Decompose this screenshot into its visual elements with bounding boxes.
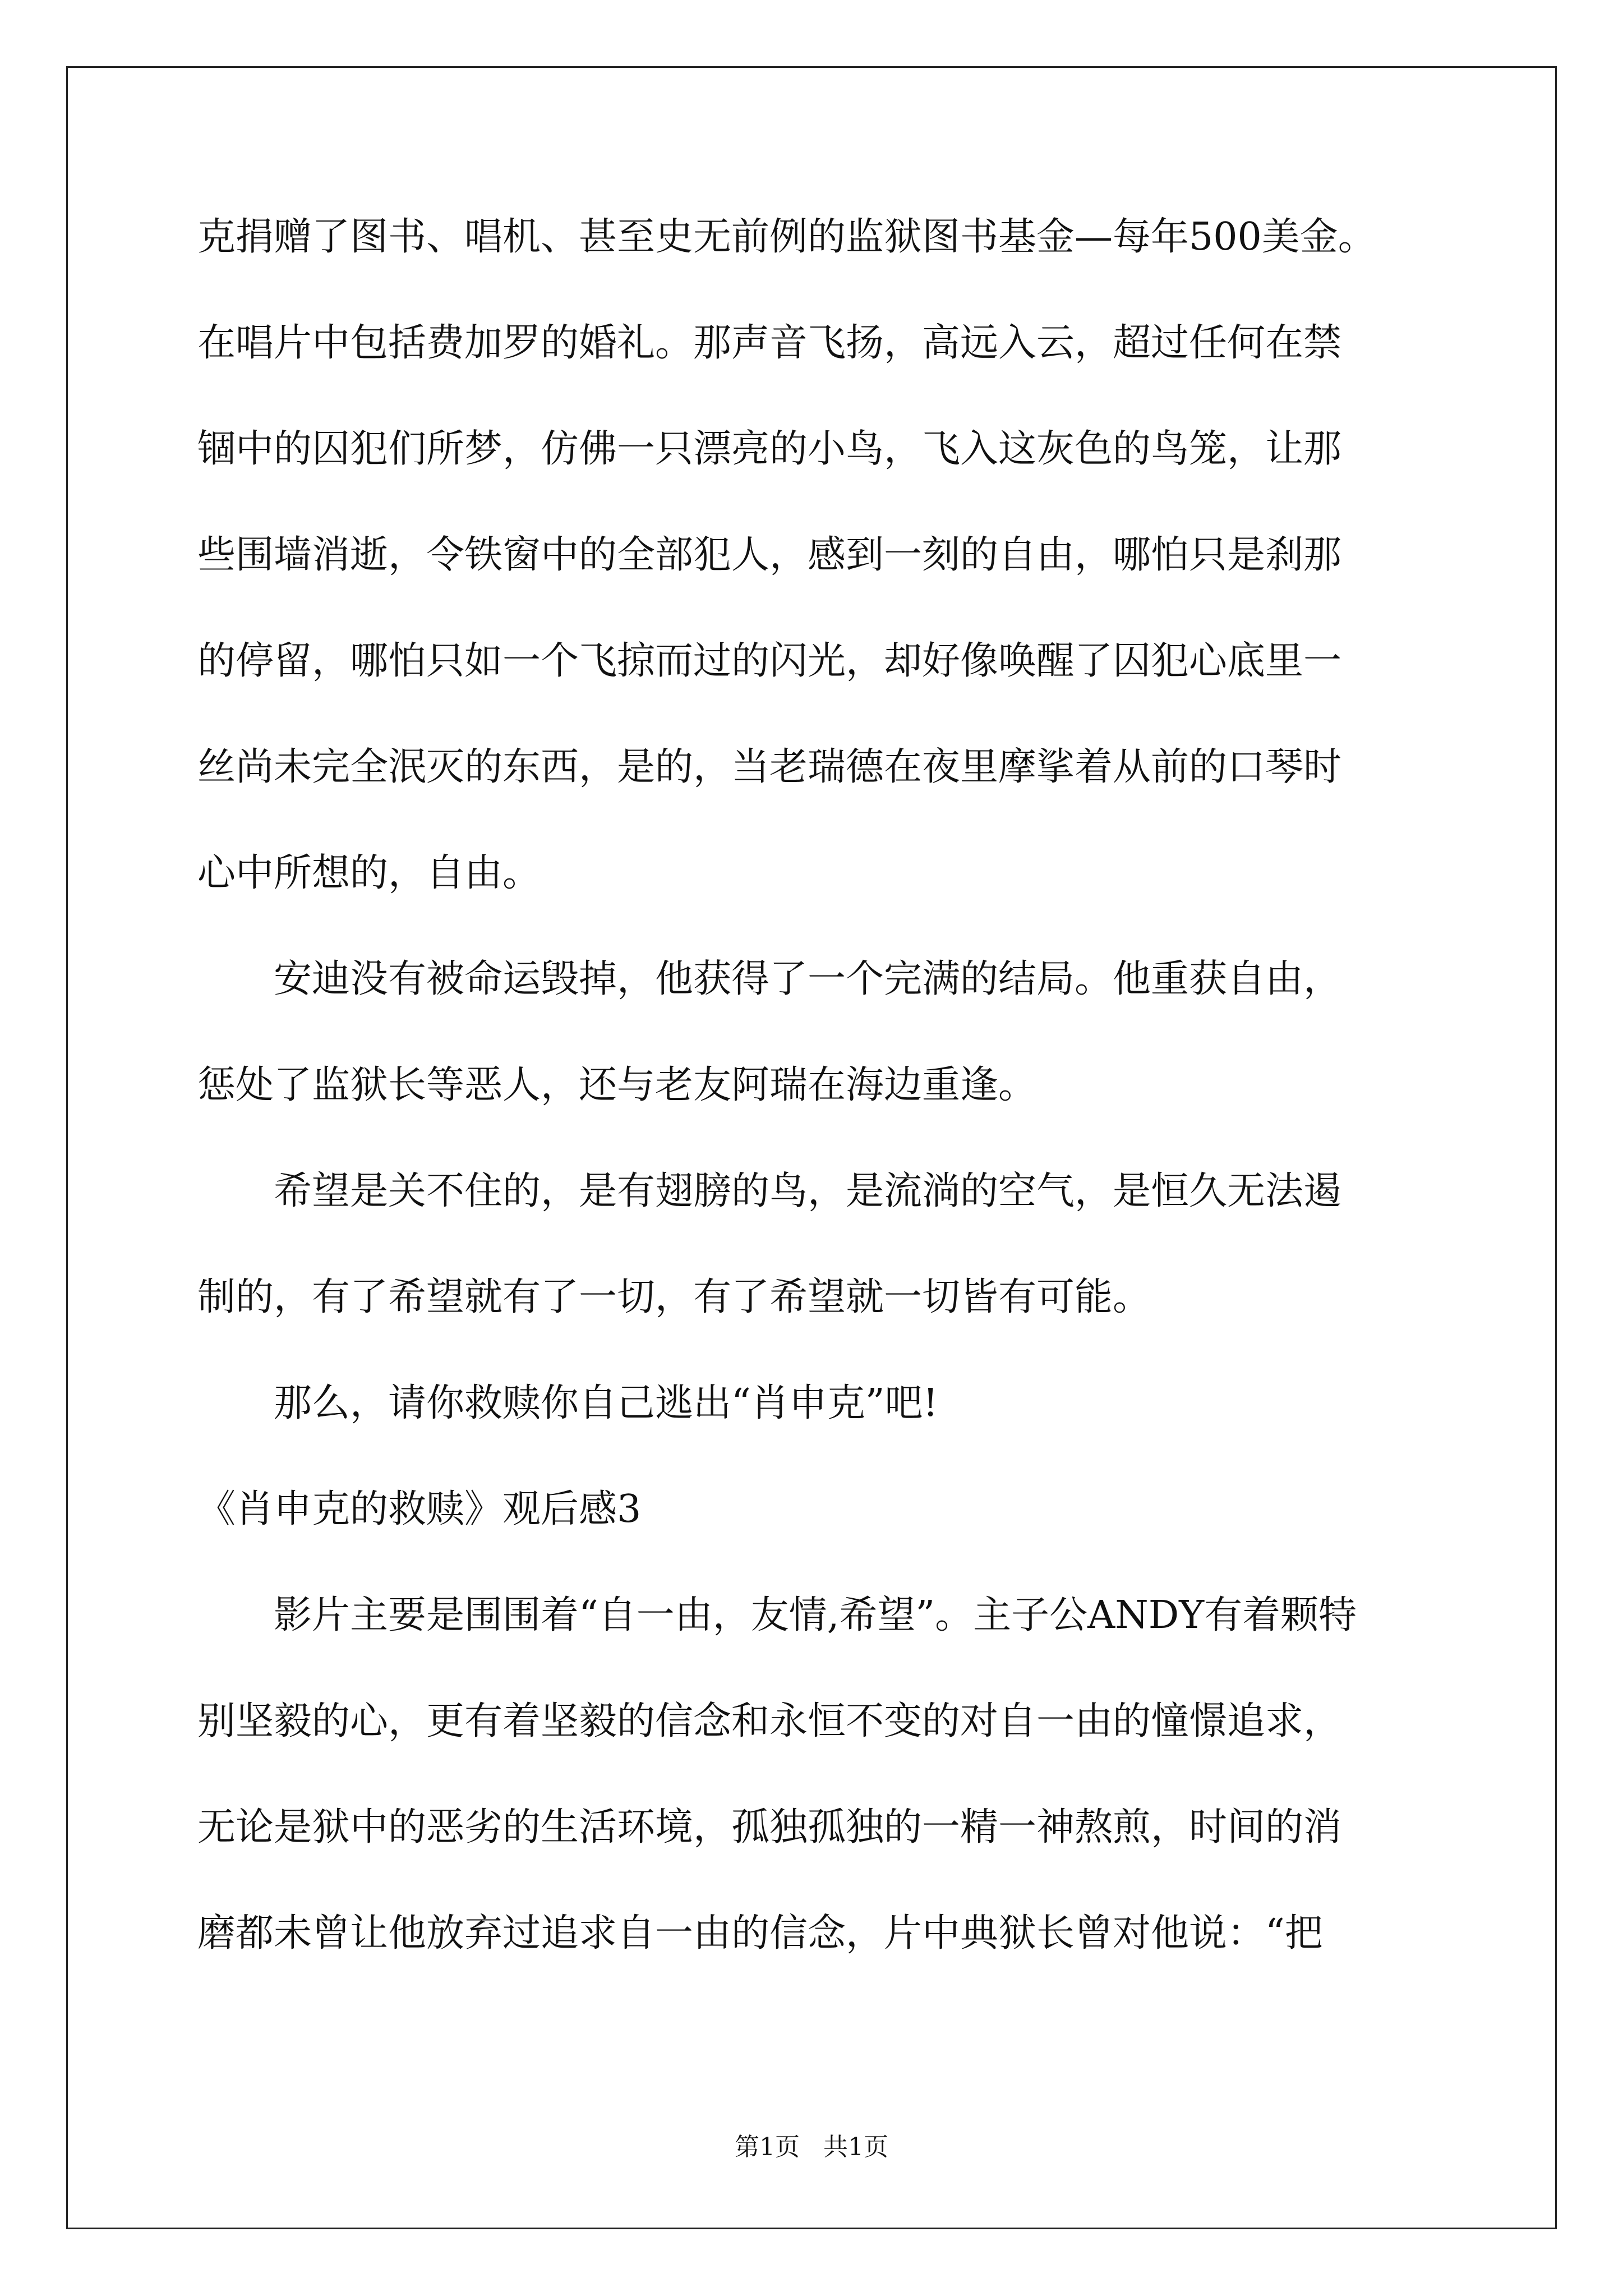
text-line: 在唱片中包括费加罗的婚礼。那声音飞扬，高远入云，超过任何在禁 xyxy=(197,321,1342,365)
text-line: 磨都未曾让他放弃过追求自一由的信念，片中典狱长曾对他说：“把 xyxy=(197,1911,1323,1955)
text-line: 无论是狱中的恶劣的生活环境，孤独孤独的一精一神熬煎，时间的消 xyxy=(197,1805,1342,1849)
text-line: 些围墙消逝，令铁窗中的全部犯人，感到一刻的自由，哪怕只是刹那 xyxy=(197,533,1342,577)
paragraph-first-line: 安迪没有被命运毁掉，他获得了一个完满的结局。他重获自由， xyxy=(274,957,1342,1001)
page-border xyxy=(66,66,1557,2229)
text-line: 的停留，哪怕只如一个飞掠而过的闪光，却好像唤醒了囚犯心底里一 xyxy=(197,639,1342,683)
page-footer: 第1页 共1页 xyxy=(735,2133,888,2161)
paragraph-first-line: 影片主要是围围着“自一由，友情,希望”。主子公ANDY有着颗特 xyxy=(274,1593,1357,1637)
text-line: 锢中的囚犯们所梦，仿佛一只漂亮的小鸟，飞入这灰色的鸟笼，让那 xyxy=(197,427,1342,471)
text-line: 心中所想的，自由。 xyxy=(197,851,541,895)
text-line: 丝尚未完全泯灭的东西，是的，当老瑞德在夜里摩挲着从前的口琴时 xyxy=(197,745,1342,789)
section-heading: 《肖申克的救赎》观后感3 xyxy=(197,1487,642,1531)
text-line: 克捐赠了图书、唱机、甚至史无前例的监狱图书基金—每年500美金。 xyxy=(197,215,1376,259)
text-line: 惩处了监狱长等恶人，还与老友阿瑞在海边重逢。 xyxy=(197,1063,1037,1107)
text-line: 制的，有了希望就有了一切，有了希望就一切皆有可能。 xyxy=(197,1275,1151,1319)
paragraph-first-line: 那么，请你救赎你自己逃出“肖申克”吧! xyxy=(274,1381,938,1425)
text-line: 别坚毅的心，更有着坚毅的信念和永恒不变的对自一由的憧憬追求， xyxy=(197,1699,1342,1743)
paragraph-first-line: 希望是关不住的，是有翅膀的鸟，是流淌的空气，是恒久无法遏 xyxy=(274,1169,1342,1213)
